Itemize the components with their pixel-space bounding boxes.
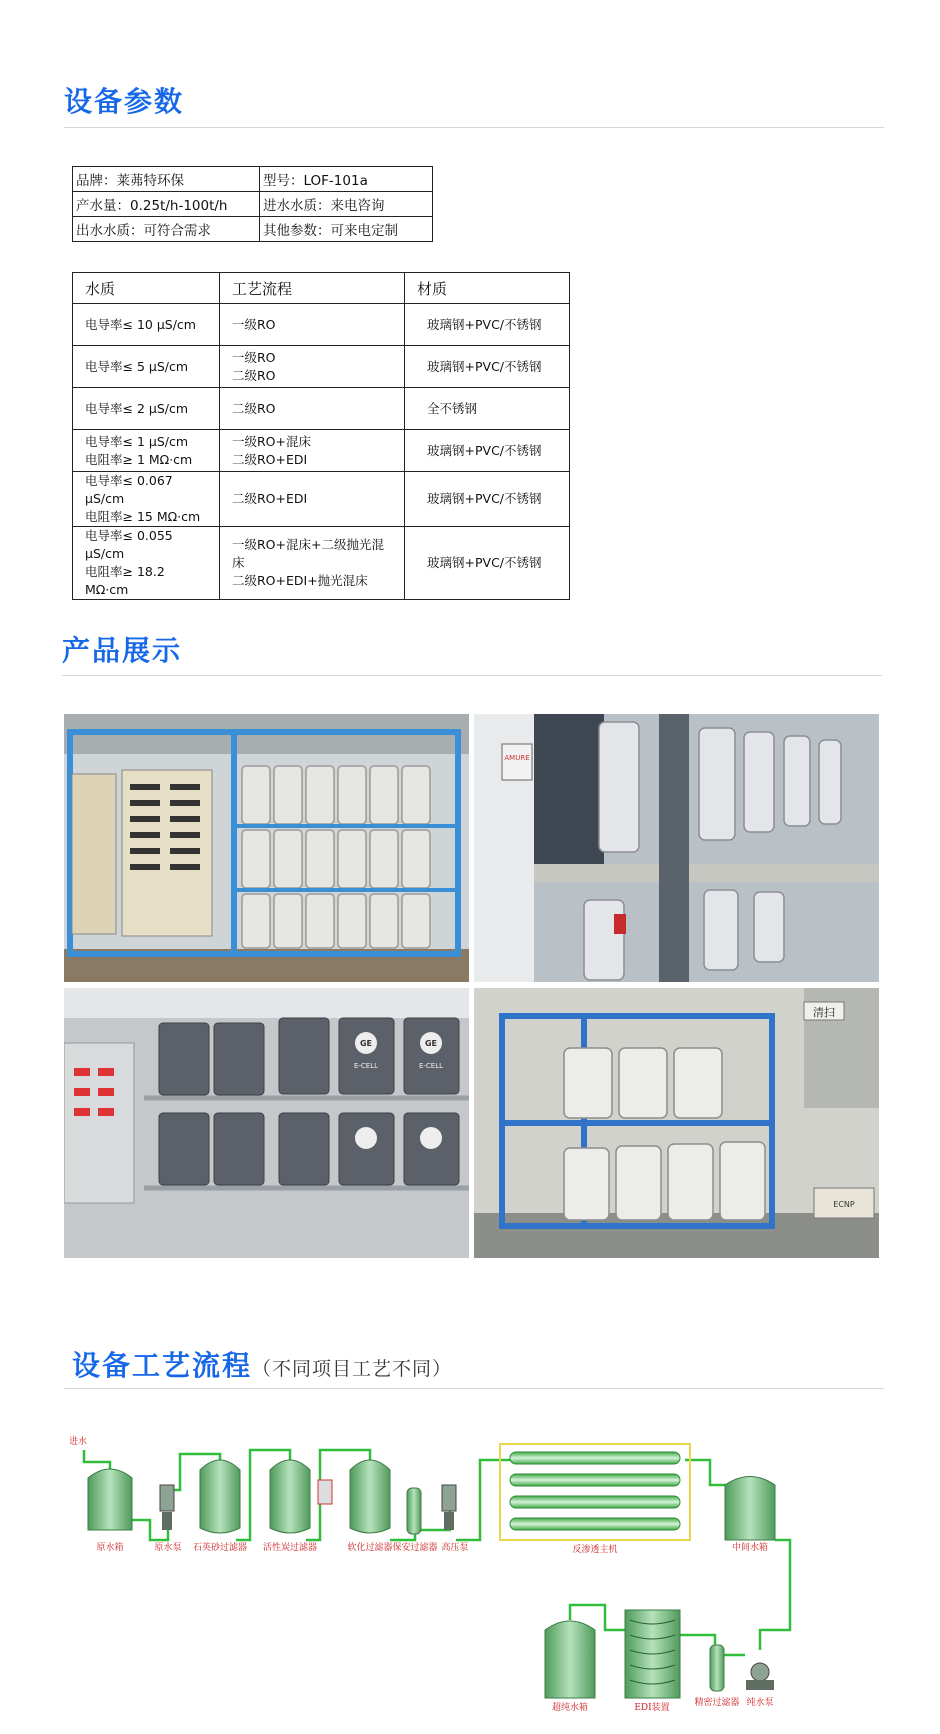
label-ro-unit: 反渗透主机 — [572, 1545, 618, 1555]
label-security-filter: 保安过滤器 — [392, 1543, 438, 1553]
spec-row — [73, 192, 433, 217]
quality-cell-line: 电导率≤ 10 μS/cm — [85, 316, 196, 332]
spec-capacity: 产水量：0.25t/h-100t/h — [73, 192, 260, 217]
middle-water-tank — [725, 1477, 775, 1541]
product-photo-edi-rack — [64, 714, 469, 982]
label-ultrapure-tank: 超纯水箱 — [551, 1703, 589, 1713]
label-raw-tank: 原水箱 — [96, 1543, 124, 1553]
spec-model: 型号：LOF-101a — [260, 167, 433, 192]
material-cell-line: 玻璃钢+PVC/不锈钢 — [427, 491, 542, 506]
process-cell-line: 一级RO — [232, 349, 276, 365]
label-softener: 软化过滤器 — [347, 1543, 393, 1553]
table-row — [73, 304, 570, 346]
product-photo-ecell-stacks — [64, 988, 469, 1258]
table-row — [73, 346, 570, 388]
process-cell — [220, 527, 405, 600]
process-flow-diagram — [70, 1430, 870, 1730]
table-row — [73, 430, 570, 472]
material-cell — [405, 527, 570, 600]
material-cell — [405, 388, 570, 430]
label-hp-pump: 高压泵 — [441, 1543, 469, 1553]
security-filter — [407, 1488, 421, 1534]
quality-cell-line: 电阻率≥ 15 MΩ·cm — [85, 509, 201, 524]
params-title: 设备参数 — [64, 85, 185, 118]
quality-cell-line: 电阻率≥ 18.2 MΩ·cm — [85, 564, 165, 597]
ge-logo-text: GE — [424, 1039, 438, 1048]
quality-cell — [73, 430, 220, 472]
header-process: 工艺流程 — [220, 273, 405, 304]
process-cell — [220, 430, 405, 472]
product-photo-edi-closeup — [474, 714, 879, 982]
table-row — [73, 527, 570, 600]
inlet-label: 进水 — [70, 1437, 88, 1447]
process-cell — [220, 346, 405, 388]
quality-cell — [73, 472, 220, 527]
header-material: 材质 — [405, 273, 570, 304]
material-cell — [405, 346, 570, 388]
ge-logo-text: GE — [359, 1039, 373, 1048]
sand-filter — [200, 1460, 240, 1533]
raw-water-pump — [160, 1485, 174, 1530]
spec-row — [73, 217, 433, 242]
edi-unit — [625, 1610, 680, 1698]
table-row — [73, 472, 570, 527]
ultrapure-water-tank — [545, 1621, 595, 1698]
products-title: 产品展示 — [62, 634, 183, 667]
carbon-filter — [270, 1460, 310, 1533]
process-cell-line: 二级RO+EDI — [232, 451, 308, 467]
water-quality-table — [72, 272, 570, 600]
table-header-row — [73, 273, 570, 304]
spec-row — [73, 167, 433, 192]
spec-brand: 品牌：莱茀特环保 — [73, 167, 260, 192]
products-divider — [62, 675, 882, 676]
quality-cell — [73, 304, 220, 346]
quality-cell — [73, 346, 220, 388]
process-cell — [220, 388, 405, 430]
material-cell-line: 玻璃钢+PVC/不锈钢 — [427, 555, 542, 570]
precision-filter — [710, 1645, 724, 1691]
spec-inlet-quality: 进水水质：来电咨询 — [260, 192, 433, 217]
spec-outlet-quality: 出水水质：可符合需求 — [73, 217, 260, 242]
table-row — [73, 388, 570, 430]
ecell-label: E-CELL — [418, 1062, 444, 1070]
raw-water-tank — [88, 1469, 132, 1530]
process-cell-line: 二级RO — [232, 400, 276, 416]
spec-other: 其他参数：可来电定制 — [260, 217, 433, 242]
process-cell-line: 二级RO+EDI+抛光混床 — [232, 573, 368, 588]
label-pure-pump: 纯水泵 — [746, 1698, 774, 1708]
flow-title-main: 设备工艺流程 — [72, 1349, 253, 1382]
product-photo-blue-frame-edi — [474, 988, 879, 1258]
flow-divider — [64, 1388, 884, 1389]
material-cell — [405, 304, 570, 346]
high-pressure-pump — [442, 1485, 456, 1530]
header-quality: 水质 — [73, 273, 220, 304]
label-precision-filter: 精密过滤器 — [694, 1698, 740, 1708]
params-divider — [64, 127, 884, 128]
quality-cell — [73, 388, 220, 430]
process-cell-line: 二级RO — [232, 367, 276, 383]
flow-title-subtitle: （不同项目工艺不同） — [252, 1358, 453, 1380]
process-cell-line: 二级RO+EDI — [232, 491, 308, 506]
process-cell-line: 一级RO — [232, 316, 276, 332]
label-edi: EDI装置 — [634, 1703, 670, 1713]
quality-cell-line: 电阻率≥ 1 MΩ·cm — [85, 451, 193, 467]
label-carbon-filter: 活性炭过滤器 — [262, 1543, 318, 1553]
label-sand-filter: 石英砂过滤器 — [192, 1543, 248, 1553]
label-raw-pump: 原水泵 — [154, 1543, 182, 1553]
box-label: ECNP — [833, 1200, 855, 1209]
process-cell — [220, 304, 405, 346]
material-cell-line: 全不锈钢 — [427, 400, 478, 416]
quality-cell-line: 电导率≤ 5 μS/cm — [85, 358, 189, 374]
softener-filter — [318, 1460, 390, 1533]
quality-cell-line: 电导率≤ 0.067 μS/cm — [85, 473, 173, 506]
quality-cell-line: 电导率≤ 2 μS/cm — [85, 400, 189, 416]
sign-text: 清扫 — [813, 1006, 835, 1019]
label-middle-tank: 中间水箱 — [731, 1543, 769, 1553]
ecell-label: E-CELL — [353, 1062, 379, 1070]
material-cell — [405, 472, 570, 527]
p2-tag-text: AMURE — [504, 754, 530, 762]
spec-table — [72, 166, 433, 242]
process-cell-line: 一级RO+混床 — [232, 433, 311, 449]
quality-cell — [73, 527, 220, 600]
material-cell-line: 玻璃钢+PVC/不锈钢 — [427, 442, 542, 458]
quality-cell-line: 电导率≤ 1 μS/cm — [85, 433, 189, 449]
quality-cell-line: 电导率≤ 0.055 μS/cm — [85, 528, 173, 561]
pure-water-pump — [746, 1663, 774, 1690]
process-cell — [220, 472, 405, 527]
material-cell — [405, 430, 570, 472]
ro-main-unit — [500, 1444, 690, 1540]
material-cell-line: 玻璃钢+PVC/不锈钢 — [427, 358, 542, 374]
material-cell-line: 玻璃钢+PVC/不锈钢 — [427, 316, 542, 332]
process-cell-line: 一级RO+混床+二级抛光混床 — [232, 537, 384, 570]
flow-title — [72, 1344, 452, 1384]
